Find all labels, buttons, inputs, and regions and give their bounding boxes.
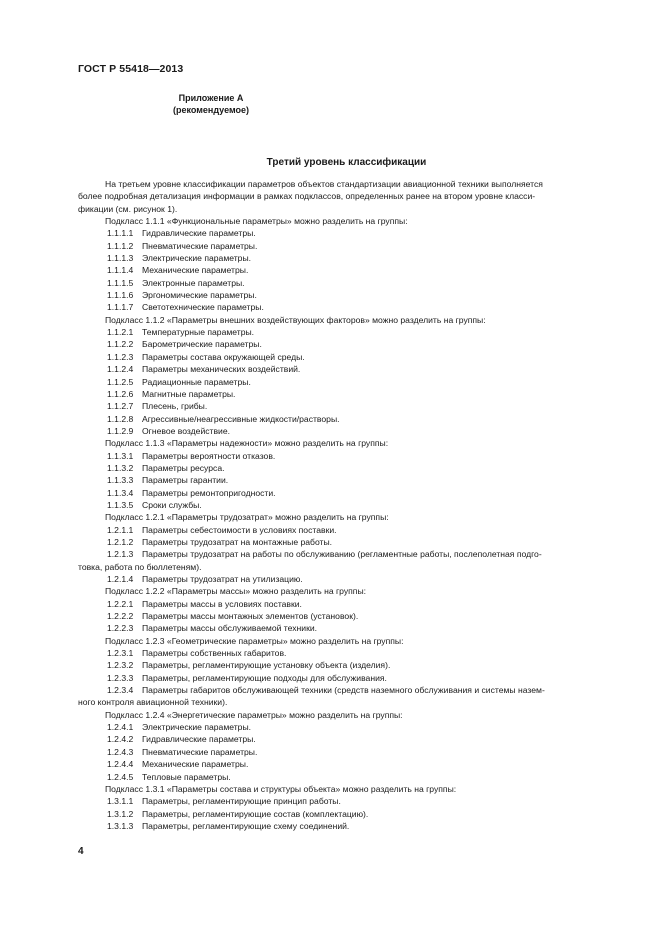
group-text: Параметры, регламентирующие подходы для обслуживания. xyxy=(142,672,387,683)
group-item xyxy=(78,622,614,634)
appendix-heading xyxy=(0,92,661,116)
group-number: 1.1.1.4 xyxy=(107,265,134,276)
group-text: Электронные параметры. xyxy=(142,277,245,288)
group-item xyxy=(78,240,614,252)
subclass-heading: Подкласс 1.1.2 «Параметры внешних воздействующих факторов» можно разделить на группы: xyxy=(105,314,486,325)
group-item xyxy=(78,758,614,770)
group-number: 1.1.1.6 xyxy=(107,290,134,301)
group-text: Электрические параметры. xyxy=(142,722,252,733)
group-item xyxy=(78,499,614,511)
group-text: Магнитные параметры. xyxy=(142,388,236,399)
group-text: Механические параметры. xyxy=(142,265,249,276)
group-number: 1.1.3.2 xyxy=(107,462,134,473)
group-number: 1.1.1.7 xyxy=(107,302,134,313)
intro-line: фикации (см. рисунок 1). xyxy=(78,203,178,214)
group-item xyxy=(78,684,614,696)
group-number: 1.2.1.1 xyxy=(107,524,134,535)
group-item xyxy=(78,252,614,264)
group-item xyxy=(78,771,614,783)
group-number: 1.2.4.2 xyxy=(107,734,134,745)
group-number: 1.2.3.1 xyxy=(107,648,134,659)
group-number: 1.1.2.3 xyxy=(107,351,134,362)
group-text: Гидравлические параметры. xyxy=(142,734,256,745)
document-body xyxy=(78,178,614,832)
group-text: Параметры трудозатрат на утилизацию. xyxy=(142,574,303,584)
group-number: 1.2.2.2 xyxy=(107,611,134,622)
group-text: Тепловые параметры. xyxy=(142,771,231,782)
group-item xyxy=(78,301,614,313)
page-number: 4 xyxy=(78,846,84,857)
group-number: 1.1.2.7 xyxy=(107,401,134,412)
group-item xyxy=(78,376,614,388)
group-item xyxy=(78,721,614,733)
group-item xyxy=(78,326,614,338)
group-item xyxy=(78,647,614,659)
group-number: 1.2.3.2 xyxy=(107,660,134,671)
group-text: Параметры, регламентирующие схему соединений. xyxy=(142,820,350,831)
appendix-note: (рекомендуемое) xyxy=(173,105,249,115)
group-text: Параметры массы монтажных элементов (установок). xyxy=(142,611,359,622)
group-text: Эргономические параметры. xyxy=(142,290,257,301)
group-item xyxy=(78,820,614,832)
group-item xyxy=(78,338,614,350)
group-text: Параметры, регламентирующие установку объекта (изделия). xyxy=(142,660,391,671)
group-text: Электрические параметры. xyxy=(142,253,252,264)
document-standard-number: ГОСТ Р 55418—2013 xyxy=(78,63,184,75)
group-item-continuation: товка, работа по бюллетеням). xyxy=(78,561,202,572)
group-text: Параметры, регламентирующие состав (комплектацию). xyxy=(142,808,369,819)
group-text: Параметры массы обслуживаемой техники. xyxy=(142,623,318,634)
group-number: 1.3.1.1 xyxy=(107,796,134,807)
group-number: 1.1.2.2 xyxy=(107,339,134,350)
group-item xyxy=(78,351,614,363)
intro-line: На третьем уровне классификации параметров объектов стандартизации авиационной техники выполняется xyxy=(105,179,543,189)
subclass-heading: Подкласс 1.3.1 «Параметры состава и структуры объекта» можно разделить на группы: xyxy=(105,783,457,794)
group-text: Параметры трудозатрат на работы по обслуживанию (регламентные работы, послеполетная подго- xyxy=(142,549,542,560)
group-number: 1.1.1.1 xyxy=(107,228,134,239)
group-item xyxy=(78,795,614,807)
group-text: Параметры ресурса. xyxy=(142,462,225,473)
group-text: Температурные параметры. xyxy=(142,327,255,338)
subclass-heading: Подкласс 1.1.1 «Функциональные параметры» можно разделить на группы: xyxy=(105,216,408,227)
group-number: 1.1.2.6 xyxy=(107,388,134,399)
subclass-heading: Подкласс 1.1.3 «Параметры надежности» можно разделить на группы: xyxy=(105,438,389,449)
group-text: Параметры механических воздействий. xyxy=(142,364,301,375)
group-text: Параметры, регламентирующие принцип работы. xyxy=(142,796,341,807)
group-number: 1.2.4.4 xyxy=(107,759,134,770)
classification-list xyxy=(78,215,614,832)
group-item xyxy=(78,548,614,560)
group-text: Плесень, грибы. xyxy=(142,401,208,412)
group-number: 1.1.1.3 xyxy=(107,253,134,264)
group-text: Параметры вероятности отказов. xyxy=(142,450,276,461)
group-item xyxy=(78,672,614,684)
group-number: 1.2.1.3 xyxy=(107,549,134,560)
group-number: 1.1.3.4 xyxy=(107,487,134,498)
group-text: Гидравлические параметры. xyxy=(142,228,256,239)
group-item xyxy=(78,277,614,289)
group-item xyxy=(78,400,614,412)
group-text: Радиационные параметры. xyxy=(142,376,251,387)
subclass-heading: Подкласс 1.2.1 «Параметры трудозатрат» можно разделить на группы: xyxy=(105,512,389,523)
group-number: 1.2.3.3 xyxy=(107,672,134,683)
group-item xyxy=(78,462,614,474)
subclass-heading: Подкласс 1.2.2 «Параметры массы» можно разделить на группы: xyxy=(105,586,367,597)
group-text: Параметры ремонтопригодности. xyxy=(142,487,276,498)
group-item xyxy=(78,227,614,239)
group-item xyxy=(78,289,614,301)
group-number: 1.1.3.5 xyxy=(107,499,134,510)
group-item xyxy=(78,573,614,585)
group-number: 1.2.4.3 xyxy=(107,746,134,757)
section-title: Третий уровень классификации xyxy=(266,157,427,168)
group-text: Светотехнические параметры. xyxy=(142,302,264,313)
group-text: Параметры габаритов обслуживающей техники (средств наземного обслуживания и системы назем- xyxy=(142,685,545,696)
section-title-wrap xyxy=(0,152,661,170)
group-item xyxy=(78,487,614,499)
group-item xyxy=(78,413,614,425)
group-number: 1.1.2.8 xyxy=(107,413,134,424)
group-number: 1.1.1.2 xyxy=(107,240,134,251)
group-text: Сроки службы. xyxy=(142,499,202,510)
group-number: 1.1.3.3 xyxy=(107,475,134,486)
group-item xyxy=(78,363,614,375)
group-item xyxy=(78,474,614,486)
group-item xyxy=(78,264,614,276)
group-number: 1.1.2.1 xyxy=(107,327,134,338)
group-number: 1.3.1.3 xyxy=(107,820,134,831)
appendix-title: Приложение А xyxy=(178,93,244,103)
group-item xyxy=(78,746,614,758)
group-text: Механические параметры. xyxy=(142,759,249,770)
group-item xyxy=(78,450,614,462)
group-text: Параметры массы в условиях поставки. xyxy=(142,598,302,609)
group-item-continuation: ного контроля авиационной техники). xyxy=(78,697,228,708)
group-item xyxy=(78,808,614,820)
group-number: 1.1.2.9 xyxy=(107,425,134,436)
group-number: 1.1.2.4 xyxy=(107,364,134,375)
group-number: 1.2.2.1 xyxy=(107,598,134,609)
group-text: Пневматические параметры. xyxy=(142,240,258,251)
group-text: Агрессивные/неагрессивные жидкости/растворы. xyxy=(142,413,340,424)
group-number: 1.1.1.5 xyxy=(107,277,134,288)
group-number: 1.1.3.1 xyxy=(107,450,134,461)
group-item xyxy=(78,524,614,536)
group-number: 1.1.2.5 xyxy=(107,376,134,387)
intro-line: более подробная детализация информации в рамках подклассов, определенных ранее на втором уровне класси- xyxy=(78,191,536,202)
group-number: 1.2.1.4 xyxy=(107,574,134,584)
group-text: Огневое воздействие. xyxy=(142,425,231,436)
subclass-heading: Подкласс 1.2.4 «Энергетические параметры» можно разделить на группы: xyxy=(105,709,403,720)
group-text: Параметры собственных габаритов. xyxy=(142,648,287,659)
group-number: 1.2.2.3 xyxy=(107,623,134,634)
group-text: Параметры себестоимости в условиях поставки. xyxy=(142,524,337,535)
group-text: Параметры трудозатрат на монтажные работы. xyxy=(142,536,333,547)
group-item xyxy=(78,425,614,437)
group-number: 1.2.1.2 xyxy=(107,536,134,547)
group-item xyxy=(78,598,614,610)
group-item xyxy=(78,388,614,400)
group-item xyxy=(78,659,614,671)
group-text: Параметры состава окружающей среды. xyxy=(142,351,305,362)
group-number: 1.2.3.4 xyxy=(107,685,134,696)
group-number: 1.2.4.1 xyxy=(107,722,134,733)
group-item xyxy=(78,536,614,548)
group-number: 1.2.4.5 xyxy=(107,771,134,782)
group-number: 1.3.1.2 xyxy=(107,808,134,819)
subclass-heading: Подкласс 1.2.3 «Геометрические параметры» можно разделить на группы: xyxy=(105,635,404,646)
group-item xyxy=(78,610,614,622)
group-text: Параметры гарантии. xyxy=(142,475,229,486)
group-text: Барометрические параметры. xyxy=(142,339,262,350)
group-item xyxy=(78,733,614,745)
group-text: Пневматические параметры. xyxy=(142,746,258,757)
